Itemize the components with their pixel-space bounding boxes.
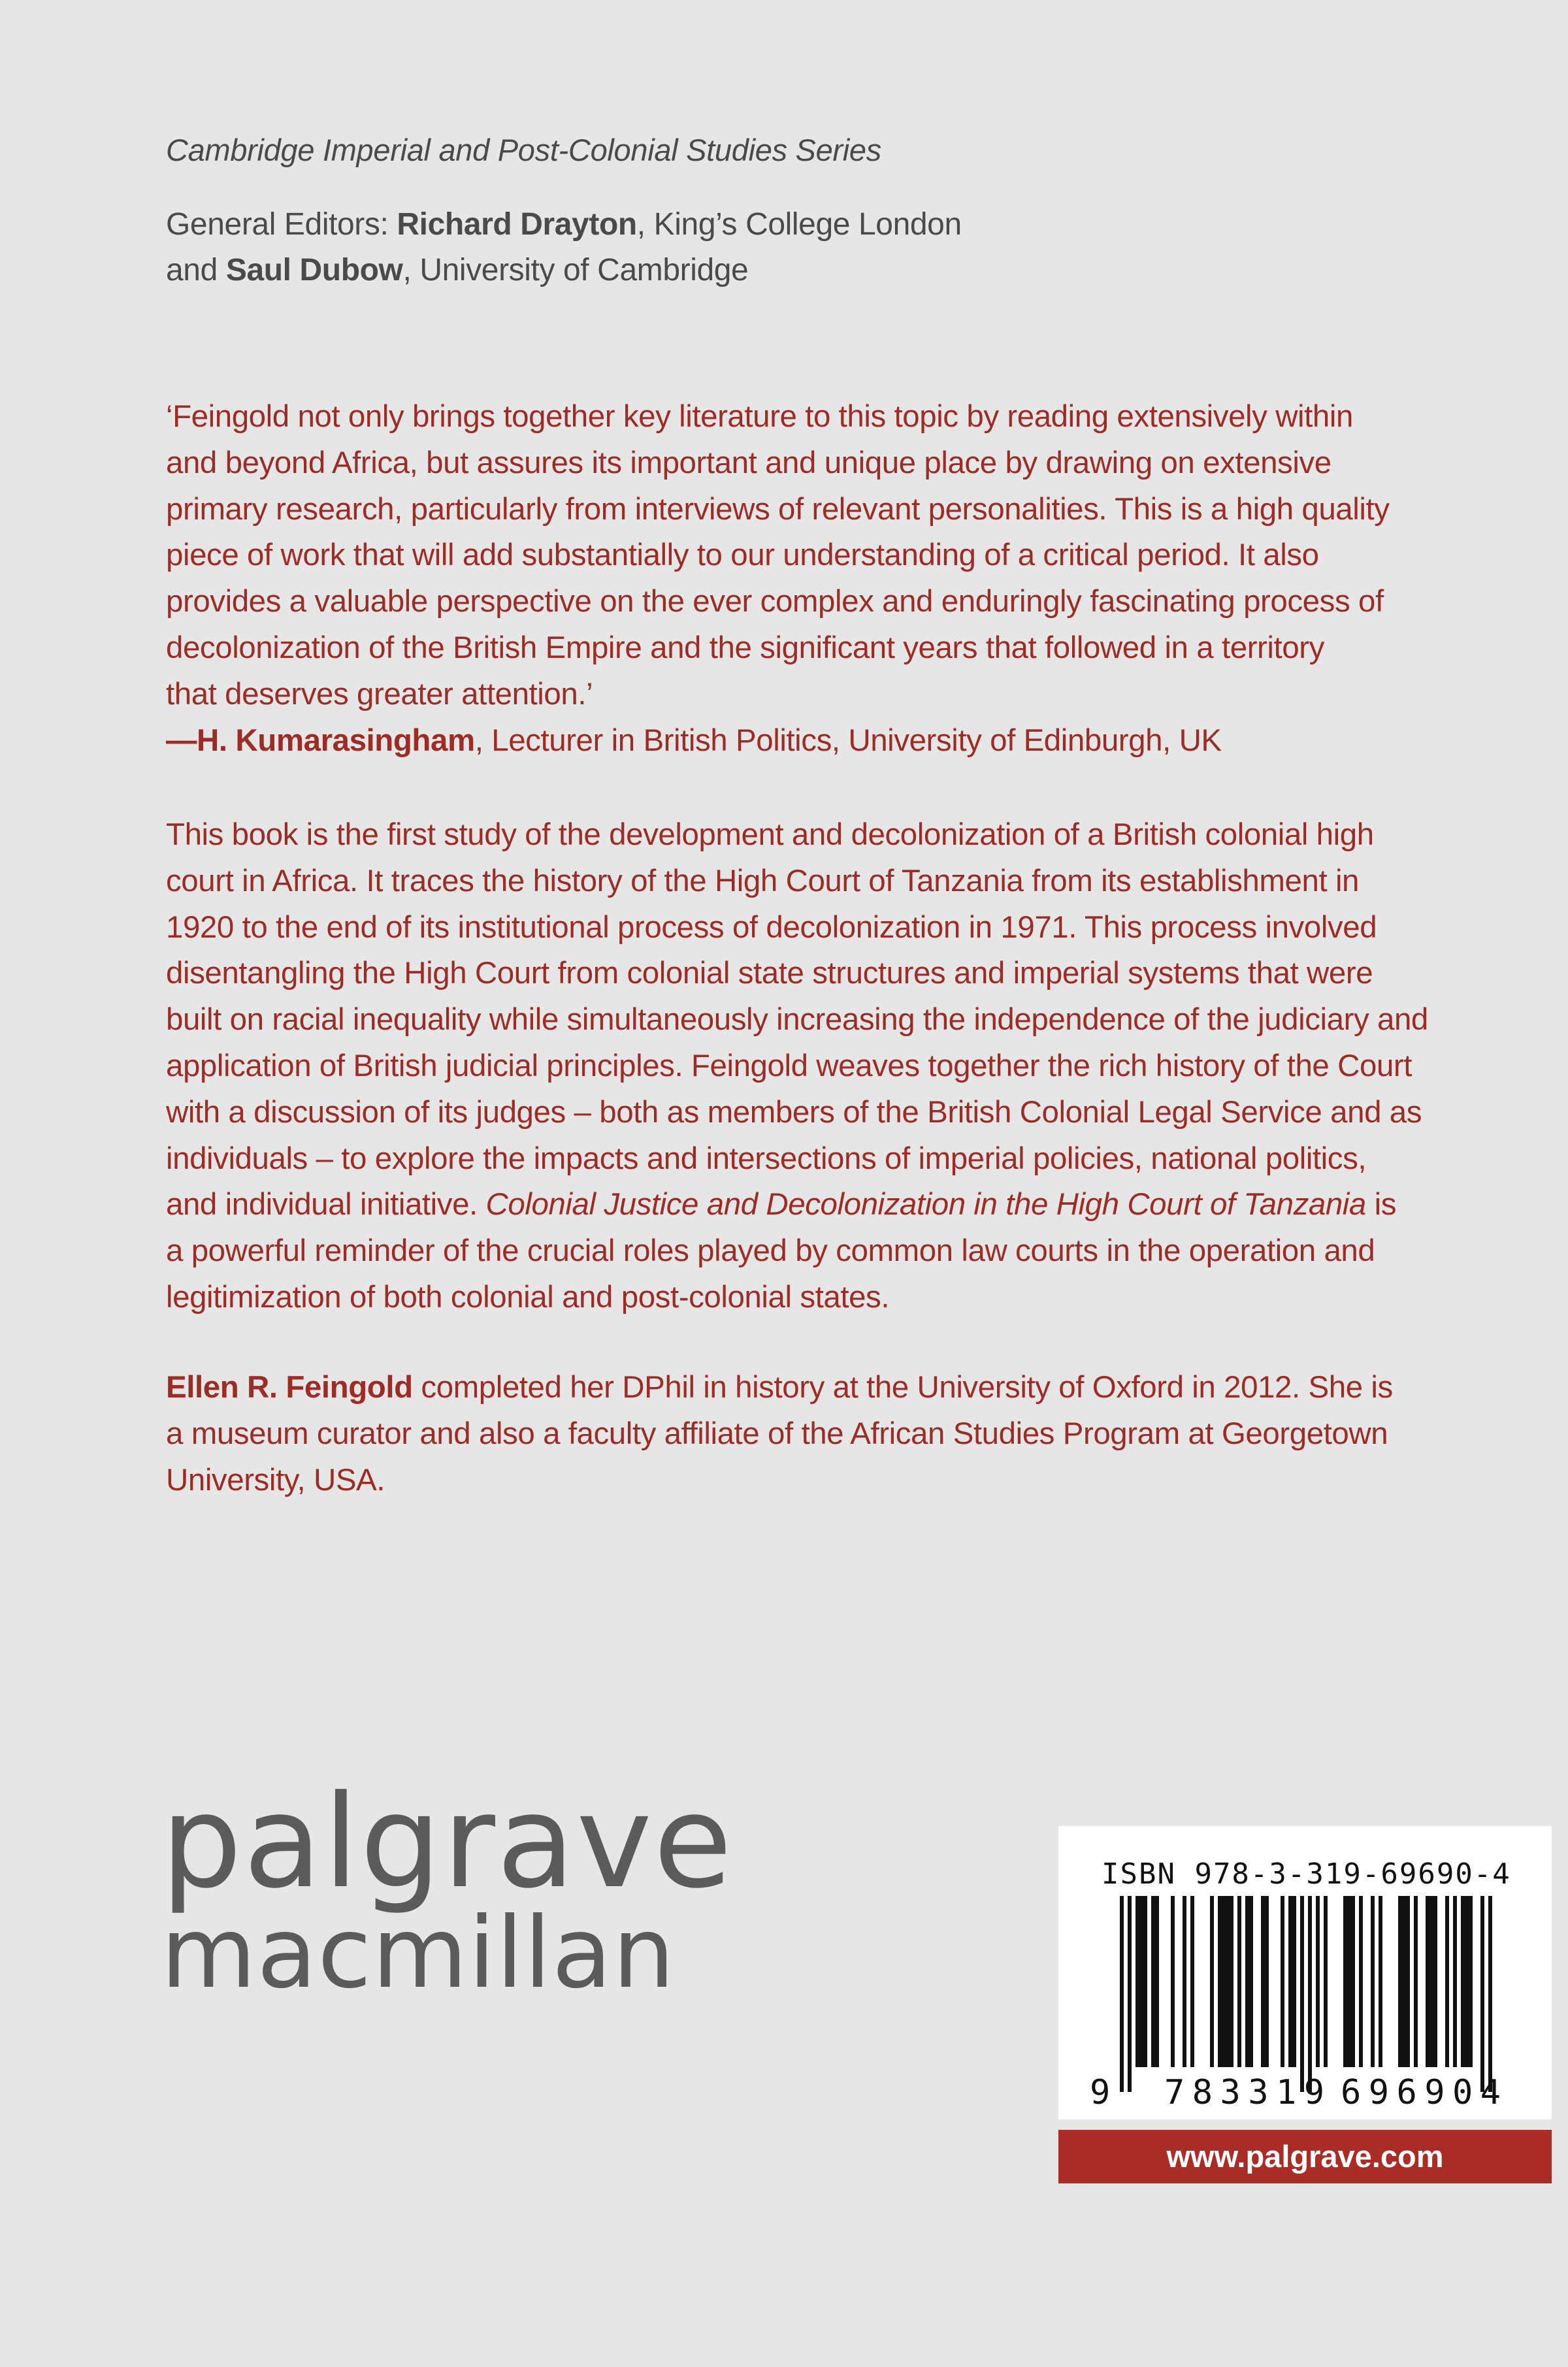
blurb-line: This book is the first study of the development and decolonization of a British colonial high [166, 817, 1374, 852]
editors-label: General Editors: [166, 207, 397, 242]
attribution-name: —H. Kumarasingham [166, 723, 475, 758]
barcode-bar [1300, 1896, 1304, 2092]
barcode-bar [1120, 1896, 1124, 2092]
editors-line-1 [166, 202, 962, 248]
editor-name-1: Richard Drayton [397, 207, 637, 242]
barcode-bar [1347, 1896, 1351, 2067]
barcode-bar [1426, 1896, 1429, 2067]
barcode-bar [1359, 1896, 1363, 2067]
barcode-bar [1453, 1896, 1457, 2067]
barcode-bar [1316, 1896, 1320, 2067]
book-title-italic: Colonial Justice and Decolonization in the High Court of Tanzania [485, 1187, 1366, 1222]
bio-line-rest: completed her DPhil in history at the University of Oxford in 2012. She is [412, 1370, 1393, 1405]
barcode-bar [1155, 1896, 1159, 2067]
logo-macmillan: macmillan [161, 1897, 676, 2010]
bio-line: a museum curator and also a faculty affiliate of the African Studies Program at Georgetown [166, 1416, 1388, 1451]
quote-attribution [166, 718, 1558, 764]
blurb-line [166, 1182, 1558, 1228]
editors-line-2 [166, 248, 962, 293]
barcode-bar [1402, 1896, 1406, 2067]
barcode-bar [1226, 1896, 1230, 2067]
editor-name-2: Saul Dubow [225, 253, 403, 287]
general-editors [166, 202, 962, 293]
barcode-bar [1143, 1896, 1147, 2067]
barcode-bar [1288, 1896, 1292, 2067]
quote-line: primary research, particularly from interviews of relevant personalities. This is a high quality [166, 491, 1390, 527]
blurb-line-prefix: and individual initiative. [166, 1187, 486, 1222]
barcode-bar [1171, 1896, 1175, 2067]
bio-line: University, USA. [166, 1462, 385, 1497]
barcode-bar [1139, 1896, 1143, 2067]
barcode-bar [1135, 1896, 1139, 2067]
barcode-bar [1465, 1896, 1469, 2067]
barcode-bar [1308, 1896, 1312, 2092]
barcode-bar [1379, 1896, 1382, 2067]
barcode-bar [1371, 1896, 1375, 2067]
blurb-line: built on racial inequality while simultaneously increasing the independence of the judiciary and [166, 1002, 1428, 1037]
barcode-bar [1183, 1896, 1186, 2067]
barcode-bar [1292, 1896, 1296, 2067]
barcode-bar [1190, 1896, 1194, 2067]
blurb-line: a powerful reminder of the crucial roles played by common law courts in the operation and [166, 1233, 1375, 1269]
quote-line: ‘Feingold not only brings together key literature to this topic by reading extensively within [166, 399, 1353, 434]
barcode-bar [1414, 1896, 1418, 2067]
barcode-bar [1281, 1896, 1284, 2067]
barcode-bar [1406, 1896, 1410, 2067]
barcode-bar [1445, 1896, 1449, 2067]
quote-line: piece of work that will add substantially to our understanding of a critical period. It also [166, 538, 1319, 573]
editor-affiliation-1: , King’s College London [636, 207, 962, 242]
barcode-bar [1128, 1896, 1132, 2092]
quote-line: and beyond Africa, but assures its important and unique place by drawing on extensive [166, 445, 1331, 480]
barcode-bar [1351, 1896, 1355, 2067]
barcode-bar [1245, 1896, 1249, 2067]
blurb-line: 1920 to the end of its institutional process of decolonization in 1971. This process involved [166, 909, 1377, 945]
series-title: Cambridge Imperial and Post-Colonial Studies Series [166, 133, 881, 167]
barcode-bar [1230, 1896, 1233, 2067]
isbn-label: ISBN 978-3-319-69690-4 [1102, 1857, 1511, 1891]
blurb-line: disentangling the High Court from colonial state structures and imperial systems that were [166, 956, 1373, 991]
logo-palgrave: palgrave [161, 1768, 734, 1917]
blurb-line: court in Africa. It traces the history of the High Court of Tanzania from its establishment in [166, 863, 1360, 898]
barcode-bar [1237, 1896, 1241, 2067]
quote-line: that deserves greater attention.’ [166, 676, 593, 711]
series-info [166, 127, 962, 293]
blurb-line: individuals – to explore the impacts and intersections of imperial policies, national politics, [166, 1141, 1367, 1176]
endorsement-quote [166, 394, 1558, 764]
barcode-bar [1480, 1896, 1484, 2092]
barcode-icon [1085, 1896, 1529, 2108]
barcode-bar [1488, 1896, 1492, 2092]
barcode-bar [1343, 1896, 1347, 2067]
barcode-bar [1249, 1896, 1253, 2067]
barcode-first-digit: 9 [1090, 2073, 1111, 2108]
barcode-bar [1433, 1896, 1437, 2067]
quote-line: decolonization of the British Empire and the significant years that followed in a territory [166, 630, 1324, 665]
barcode-bar [1210, 1896, 1214, 2067]
bio-line [166, 1365, 1558, 1411]
author-bio [166, 1365, 1558, 1503]
barcode-bar [1469, 1896, 1473, 2067]
editors-and: and [166, 253, 226, 287]
barcode-bar [1222, 1896, 1226, 2067]
barcode-left-digits: 783319 [1164, 2073, 1324, 2108]
publisher-logo [161, 1768, 734, 2010]
barcode-bar [1461, 1896, 1465, 2067]
barcode-bar [1429, 1896, 1433, 2067]
blurb-line: legitimization of both colonial and post-colonial states. [166, 1279, 890, 1314]
blurb-line-suffix: is [1365, 1187, 1397, 1222]
barcode-bar [1151, 1896, 1155, 2067]
barcode-bar [1218, 1896, 1222, 2067]
blurb-line: with a discussion of its judges – both as members of the British Colonial Legal Service and as [166, 1094, 1422, 1130]
publisher-url[interactable]: www.palgrave.com [1058, 2130, 1552, 2183]
barcode-bar [1265, 1896, 1269, 2067]
barcode-bar [1261, 1896, 1265, 2067]
attribution-affiliation: , Lecturer in British Politics, University of Edinburgh, UK [474, 723, 1222, 758]
author-name: Ellen R. Feingold [166, 1370, 413, 1405]
barcode-right-digits: 696904 [1341, 2073, 1501, 2108]
isbn-barcode-panel [1058, 1826, 1552, 2119]
blurb-line: application of British judicial principles. Feingold weaves together the rich history of the Court [166, 1048, 1413, 1083]
book-description [166, 812, 1558, 1321]
barcode-bar [1324, 1896, 1328, 2067]
editor-affiliation-2: , University of Cambridge [402, 253, 749, 287]
quote-line: provides a valuable perspective on the ever complex and enduringly fascinating process of [166, 584, 1384, 619]
barcode-bar [1398, 1896, 1402, 2067]
